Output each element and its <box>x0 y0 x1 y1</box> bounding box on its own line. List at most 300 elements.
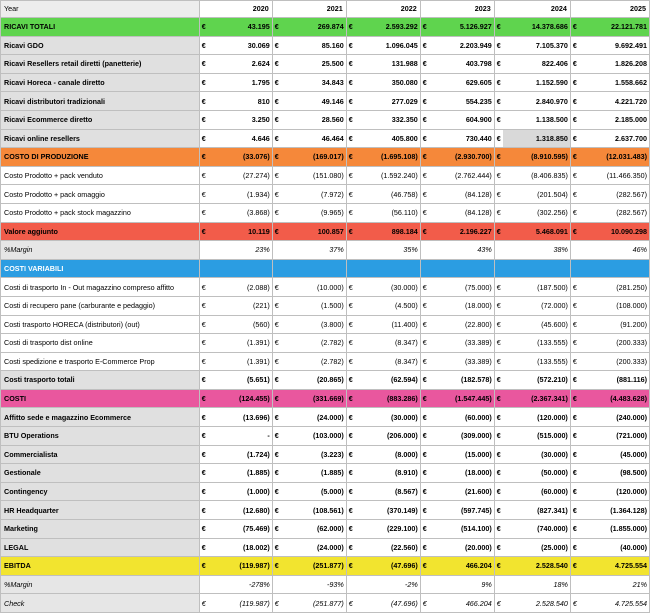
value-cell[interactable]: (30.000) <box>355 278 420 297</box>
row-label[interactable]: Costo Prodotto + pack stock magazzino <box>1 203 200 222</box>
value-cell[interactable]: 43.195 <box>208 18 272 37</box>
value-cell[interactable]: 1.138.500 <box>503 110 570 129</box>
currency-symbol: € <box>570 315 579 334</box>
value-cell[interactable]: (20.865) <box>281 371 346 390</box>
currency-symbol: € <box>346 464 355 483</box>
value-cell[interactable]: (8.910) <box>355 464 420 483</box>
value-cell[interactable]: (370.149) <box>355 501 420 520</box>
currency-symbol: € <box>420 371 429 390</box>
value-cell[interactable]: (119.987) <box>208 594 272 613</box>
currency-symbol: € <box>346 166 355 185</box>
value-cell[interactable]: 554.235 <box>429 92 494 111</box>
row-label[interactable]: Ricavi online resellers <box>1 129 200 148</box>
value-cell[interactable]: 43% <box>420 241 494 260</box>
value-cell[interactable]: -93% <box>272 575 346 594</box>
value-cell[interactable]: 18% <box>494 575 570 594</box>
value-cell[interactable]: 2.840.970 <box>503 92 570 111</box>
currency-symbol: € <box>494 36 503 55</box>
value-cell[interactable]: (2.782) <box>281 334 346 353</box>
row-label[interactable]: Costi trasporto HORECA (distributori) (out) <box>1 315 200 334</box>
value-cell[interactable]: (22.800) <box>429 315 494 334</box>
value-cell[interactable]: (560) <box>208 315 272 334</box>
row-label[interactable]: Affitto sede e magazzino Ecommerce <box>1 408 200 427</box>
currency-symbol: € <box>570 203 579 222</box>
year-header-cell[interactable]: 2021 <box>272 1 346 18</box>
row-label[interactable]: HR Headquarter <box>1 501 200 520</box>
currency-symbol: € <box>570 352 579 371</box>
row-label[interactable]: RICAVI TOTALI <box>1 18 200 37</box>
value-cell[interactable]: (120.000) <box>579 482 649 501</box>
value-cell[interactable]: (21.600) <box>429 482 494 501</box>
row-label[interactable]: COSTI <box>1 389 200 408</box>
value-cell[interactable]: (46.758) <box>355 185 420 204</box>
value-cell[interactable]: 35% <box>346 241 420 260</box>
value-cell[interactable]: (33.076) <box>208 148 272 167</box>
value-cell[interactable]: (60.000) <box>429 408 494 427</box>
value-cell[interactable]: (721.000) <box>579 427 649 446</box>
year-header-cell[interactable]: 2022 <box>346 1 420 18</box>
value-cell[interactable]: (22.560) <box>355 538 420 557</box>
currency-symbol: € <box>199 129 208 148</box>
value-cell[interactable]: (572.210) <box>503 371 570 390</box>
value-cell[interactable] <box>346 259 420 278</box>
table-row <box>1 408 650 427</box>
value-cell[interactable]: (62.000) <box>281 520 346 539</box>
value-cell[interactable]: (8.000) <box>355 445 420 464</box>
value-cell[interactable]: (1.391) <box>208 334 272 353</box>
value-cell[interactable] <box>272 259 346 278</box>
value-cell[interactable]: 466.204 <box>429 594 494 613</box>
value-cell[interactable]: 21% <box>570 575 649 594</box>
currency-symbol: € <box>272 55 281 74</box>
currency-symbol: € <box>346 408 355 427</box>
value-cell[interactable]: (883.286) <box>355 389 420 408</box>
value-cell[interactable]: (84.128) <box>429 185 494 204</box>
value-cell[interactable]: 2.196.227 <box>429 222 494 241</box>
value-cell[interactable]: (1.500) <box>281 296 346 315</box>
value-cell[interactable]: 4.646 <box>208 129 272 148</box>
row-label[interactable]: Ricavi Resellers retail diretti (panetterie) <box>1 55 200 74</box>
value-cell[interactable]: (124.455) <box>208 389 272 408</box>
value-cell[interactable]: (1.695.108) <box>355 148 420 167</box>
value-cell[interactable]: (3.868) <box>208 203 272 222</box>
value-cell[interactable]: 3.250 <box>208 110 272 129</box>
value-cell[interactable]: (5.651) <box>208 371 272 390</box>
currency-symbol: € <box>420 557 429 576</box>
value-cell[interactable]: (11.466.350) <box>579 166 649 185</box>
value-cell[interactable]: (200.333) <box>579 352 649 371</box>
row-label[interactable]: Marketing <box>1 520 200 539</box>
value-cell[interactable]: 5.468.091 <box>503 222 570 241</box>
row-label[interactable]: Ricavi distributori tradizionali <box>1 92 200 111</box>
value-cell[interactable]: 23% <box>199 241 272 260</box>
value-cell[interactable]: (25.000) <box>503 538 570 557</box>
value-cell[interactable]: (75.000) <box>429 278 494 297</box>
value-cell[interactable]: (119.987) <box>208 557 272 576</box>
row-label[interactable]: Costo Prodotto + pack omaggio <box>1 185 200 204</box>
row-label[interactable]: Contingency <box>1 482 200 501</box>
table-row <box>1 278 650 297</box>
value-cell[interactable]: (151.080) <box>281 166 346 185</box>
currency-symbol: € <box>199 371 208 390</box>
value-cell[interactable]: -278% <box>199 575 272 594</box>
row-label[interactable]: Costo Prodotto + pack venduto <box>1 166 200 185</box>
currency-symbol: € <box>570 427 579 446</box>
currency-symbol: € <box>272 296 281 315</box>
value-cell[interactable]: 100.857 <box>281 222 346 241</box>
value-cell[interactable]: (98.500) <box>579 464 649 483</box>
value-cell[interactable]: 350.080 <box>355 73 420 92</box>
value-cell[interactable]: (30.000) <box>355 408 420 427</box>
currency-symbol: € <box>420 315 429 334</box>
table-row <box>1 222 650 241</box>
currency-symbol: € <box>346 520 355 539</box>
currency-symbol: € <box>570 594 579 613</box>
value-cell[interactable]: (7.972) <box>281 185 346 204</box>
value-cell[interactable]: (103.000) <box>281 427 346 446</box>
row-label[interactable]: %Margin <box>1 575 200 594</box>
row-label[interactable]: Costi di trasporto dist online <box>1 334 200 353</box>
row-label[interactable]: COSTI VARIABILI <box>1 259 200 278</box>
row-label[interactable]: Costi di recupero pane (carburante e pedaggio) <box>1 296 200 315</box>
value-cell[interactable]: 604.900 <box>429 110 494 129</box>
currency-symbol: € <box>494 501 503 520</box>
value-cell[interactable]: (18.000) <box>429 296 494 315</box>
value-cell[interactable]: 49.146 <box>281 92 346 111</box>
value-cell[interactable]: (45.600) <box>503 315 570 334</box>
table-row <box>1 185 650 204</box>
value-cell[interactable]: 2.637.700 <box>579 129 649 148</box>
value-cell[interactable]: (3.800) <box>281 315 346 334</box>
value-cell[interactable]: (30.000) <box>503 445 570 464</box>
value-cell[interactable]: 898.184 <box>355 222 420 241</box>
table-row <box>1 445 650 464</box>
value-cell[interactable]: 10.119 <box>208 222 272 241</box>
value-cell[interactable]: (12.031.483) <box>579 148 649 167</box>
row-label[interactable]: Check <box>1 594 200 613</box>
value-cell[interactable]: 85.160 <box>281 36 346 55</box>
value-cell[interactable]: 4.725.554 <box>579 557 649 576</box>
value-cell[interactable]: (169.017) <box>281 148 346 167</box>
value-cell[interactable] <box>420 259 494 278</box>
value-cell[interactable]: 9% <box>420 575 494 594</box>
value-cell[interactable]: 28.560 <box>281 110 346 129</box>
value-cell[interactable]: (3.223) <box>281 445 346 464</box>
currency-symbol: € <box>420 445 429 464</box>
value-cell[interactable]: 14.378.686 <box>503 18 570 37</box>
value-cell[interactable]: 4.221.720 <box>579 92 649 111</box>
value-cell[interactable]: 1.795 <box>208 73 272 92</box>
value-cell[interactable]: (206.000) <box>355 427 420 446</box>
year-header-label[interactable]: Year <box>1 1 200 18</box>
value-cell[interactable]: (221) <box>208 296 272 315</box>
row-label[interactable]: Gestionale <box>1 464 200 483</box>
table-row <box>1 36 650 55</box>
value-cell[interactable]: (881.116) <box>579 371 649 390</box>
currency-symbol: € <box>570 222 579 241</box>
row-label[interactable]: Costi di trasporto In - Out magazzino compreso affitto <box>1 278 200 297</box>
value-cell[interactable]: (1.934) <box>208 185 272 204</box>
row-label[interactable]: Ricavi Horeca - canale diretto <box>1 73 200 92</box>
value-cell[interactable]: (8.567) <box>355 482 420 501</box>
currency-symbol: € <box>199 110 208 129</box>
row-label[interactable]: Ricavi GDO <box>1 36 200 55</box>
row-label[interactable]: Costi trasporto totali <box>1 371 200 390</box>
value-cell[interactable]: (8.406.835) <box>503 166 570 185</box>
currency-symbol: € <box>199 482 208 501</box>
value-cell[interactable]: (282.567) <box>579 203 649 222</box>
value-cell[interactable]: - <box>208 427 272 446</box>
value-cell[interactable]: 46.464 <box>281 129 346 148</box>
value-cell[interactable]: 131.988 <box>355 55 420 74</box>
value-cell[interactable]: (24.000) <box>281 538 346 557</box>
currency-symbol: € <box>346 482 355 501</box>
table-row <box>1 166 650 185</box>
value-cell[interactable]: (514.100) <box>429 520 494 539</box>
row-label[interactable]: Valore aggiunto <box>1 222 200 241</box>
value-cell[interactable]: (133.555) <box>503 334 570 353</box>
value-cell[interactable]: 5.126.927 <box>429 18 494 37</box>
value-cell[interactable]: (8.347) <box>355 352 420 371</box>
value-cell[interactable]: (108.561) <box>281 501 346 520</box>
currency-symbol: € <box>494 296 503 315</box>
currency-symbol: € <box>420 148 429 167</box>
value-cell[interactable]: 1.558.662 <box>579 73 649 92</box>
value-cell[interactable]: 25.500 <box>281 55 346 74</box>
value-cell[interactable]: (2.762.444) <box>429 166 494 185</box>
value-cell[interactable]: 2.528.540 <box>503 557 570 576</box>
value-cell[interactable]: (60.000) <box>503 482 570 501</box>
value-cell[interactable]: 2.624 <box>208 55 272 74</box>
value-cell[interactable]: (515.000) <box>503 427 570 446</box>
value-cell[interactable]: (240.000) <box>579 408 649 427</box>
value-cell[interactable]: 34.843 <box>281 73 346 92</box>
value-cell[interactable]: (5.000) <box>281 482 346 501</box>
value-cell[interactable]: (200.333) <box>579 334 649 353</box>
value-cell[interactable]: (281.250) <box>579 278 649 297</box>
value-cell[interactable] <box>570 259 649 278</box>
value-cell[interactable]: (18.000) <box>429 464 494 483</box>
currency-symbol: € <box>272 371 281 390</box>
value-cell[interactable]: (2.782) <box>281 352 346 371</box>
value-cell[interactable]: (84.128) <box>429 203 494 222</box>
value-cell[interactable]: (2.930.700) <box>429 148 494 167</box>
value-cell[interactable]: (27.274) <box>208 166 272 185</box>
value-cell[interactable]: 822.406 <box>503 55 570 74</box>
currency-symbol: € <box>570 334 579 353</box>
currency-symbol: € <box>272 482 281 501</box>
value-cell[interactable]: 2.185.000 <box>579 110 649 129</box>
value-cell[interactable]: (62.594) <box>355 371 420 390</box>
value-cell[interactable]: 30.069 <box>208 36 272 55</box>
year-header-cell[interactable]: 2025 <box>570 1 649 18</box>
value-cell[interactable]: 629.605 <box>429 73 494 92</box>
value-cell[interactable]: (1.885) <box>208 464 272 483</box>
value-cell[interactable]: 277.029 <box>355 92 420 111</box>
row-label[interactable]: Costi spedizione e trasporto E-Commerce Prop <box>1 352 200 371</box>
value-cell[interactable]: 405.800 <box>355 129 420 148</box>
currency-symbol: € <box>199 148 208 167</box>
value-cell[interactable]: (302.256) <box>503 203 570 222</box>
value-cell[interactable]: (1.547.445) <box>429 389 494 408</box>
value-cell[interactable]: (91.200) <box>579 315 649 334</box>
value-cell[interactable]: 403.798 <box>429 55 494 74</box>
value-cell[interactable]: (4.500) <box>355 296 420 315</box>
value-cell[interactable]: (8.910.595) <box>503 148 570 167</box>
table-row <box>1 129 650 148</box>
value-cell[interactable]: 9.692.491 <box>579 36 649 55</box>
value-cell[interactable]: (8.347) <box>355 334 420 353</box>
currency-symbol: € <box>346 371 355 390</box>
value-cell[interactable]: 7.105.370 <box>503 36 570 55</box>
currency-symbol: € <box>494 73 503 92</box>
value-cell[interactable]: (120.000) <box>503 408 570 427</box>
value-cell[interactable]: (251.877) <box>281 594 346 613</box>
value-cell[interactable]: 466.204 <box>429 557 494 576</box>
value-cell[interactable]: (47.696) <box>355 594 420 613</box>
value-cell[interactable]: (10.000) <box>281 278 346 297</box>
value-cell[interactable]: (827.341) <box>503 501 570 520</box>
currency-symbol: € <box>420 538 429 557</box>
currency-symbol: € <box>272 520 281 539</box>
currency-symbol: € <box>272 166 281 185</box>
value-cell[interactable]: (20.000) <box>429 538 494 557</box>
value-cell[interactable]: (9.965) <box>281 203 346 222</box>
value-cell[interactable]: (12.680) <box>208 501 272 520</box>
value-cell[interactable]: (40.000) <box>579 538 649 557</box>
value-cell[interactable]: (72.000) <box>503 296 570 315</box>
value-cell[interactable]: 810 <box>208 92 272 111</box>
table-row <box>1 18 650 37</box>
value-cell[interactable]: (1.000) <box>208 482 272 501</box>
currency-symbol: € <box>420 334 429 353</box>
currency-symbol: € <box>272 427 281 446</box>
value-cell[interactable]: (24.000) <box>281 408 346 427</box>
value-cell[interactable]: (45.000) <box>579 445 649 464</box>
value-cell[interactable]: 2.593.292 <box>355 18 420 37</box>
value-cell[interactable]: 38% <box>494 241 570 260</box>
row-label[interactable]: Commercialista <box>1 445 200 464</box>
value-cell[interactable]: 22.121.781 <box>579 18 649 37</box>
currency-symbol: € <box>494 594 503 613</box>
currency-symbol: € <box>420 110 429 129</box>
value-cell[interactable]: (133.555) <box>503 352 570 371</box>
currency-symbol: € <box>199 445 208 464</box>
currency-symbol: € <box>199 334 208 353</box>
value-cell[interactable]: 332.350 <box>355 110 420 129</box>
value-cell[interactable]: (75.469) <box>208 520 272 539</box>
value-cell[interactable]: 37% <box>272 241 346 260</box>
value-cell[interactable]: 2.203.949 <box>429 36 494 55</box>
currency-symbol: € <box>272 185 281 204</box>
table-row <box>1 501 650 520</box>
currency-symbol: € <box>272 389 281 408</box>
value-cell[interactable]: (2.367.341) <box>503 389 570 408</box>
value-cell[interactable]: (1.391) <box>208 352 272 371</box>
value-cell[interactable]: 1.152.590 <box>503 73 570 92</box>
currency-symbol: € <box>346 352 355 371</box>
value-cell[interactable]: 1.096.045 <box>355 36 420 55</box>
value-cell[interactable]: (1.592.240) <box>355 166 420 185</box>
row-label[interactable]: LEGAL <box>1 538 200 557</box>
value-cell[interactable]: (13.696) <box>208 408 272 427</box>
value-cell[interactable]: (201.504) <box>503 185 570 204</box>
value-cell[interactable]: (182.578) <box>429 371 494 390</box>
currency-symbol: € <box>420 296 429 315</box>
value-cell[interactable]: (50.000) <box>503 464 570 483</box>
row-label[interactable]: EBITDA <box>1 557 200 576</box>
value-cell[interactable]: (1.724) <box>208 445 272 464</box>
value-cell[interactable]: (47.696) <box>355 557 420 576</box>
row-label[interactable]: BTU Operations <box>1 427 200 446</box>
currency-symbol: € <box>272 464 281 483</box>
currency-symbol: € <box>494 166 503 185</box>
value-cell[interactable]: 46% <box>570 241 649 260</box>
value-cell[interactable]: (33.389) <box>429 352 494 371</box>
value-cell[interactable]: 1.826.208 <box>579 55 649 74</box>
table-row <box>1 352 650 371</box>
currency-symbol: € <box>346 538 355 557</box>
value-cell[interactable]: (251.877) <box>281 557 346 576</box>
value-cell[interactable]: (597.745) <box>429 501 494 520</box>
value-cell[interactable]: 4.725.554 <box>579 594 649 613</box>
year-header-cell[interactable]: 2023 <box>420 1 494 18</box>
row-label[interactable]: COSTO DI PRODUZIONE <box>1 148 200 167</box>
value-cell[interactable]: (108.000) <box>579 296 649 315</box>
value-cell[interactable]: 269.874 <box>281 18 346 37</box>
currency-symbol: € <box>420 222 429 241</box>
value-cell[interactable]: 2.528.540 <box>503 594 570 613</box>
value-cell[interactable]: (2.088) <box>208 278 272 297</box>
value-cell[interactable]: (11.400) <box>355 315 420 334</box>
currency-symbol: € <box>420 408 429 427</box>
currency-symbol: € <box>570 92 579 111</box>
value-cell[interactable] <box>494 259 570 278</box>
value-cell[interactable]: -2% <box>346 575 420 594</box>
row-label[interactable]: %Margin <box>1 241 200 260</box>
value-cell[interactable]: (309.000) <box>429 427 494 446</box>
year-header-cell[interactable]: 2020 <box>199 1 272 18</box>
value-cell[interactable]: (1.364.128) <box>579 501 649 520</box>
value-cell[interactable]: (229.100) <box>355 520 420 539</box>
currency-symbol: € <box>570 18 579 37</box>
value-cell[interactable]: 730.440 <box>429 129 494 148</box>
year-header-cell[interactable]: 2024 <box>494 1 570 18</box>
currency-symbol: € <box>272 73 281 92</box>
value-cell[interactable]: (56.110) <box>355 203 420 222</box>
value-cell[interactable]: (331.669) <box>281 389 346 408</box>
currency-symbol: € <box>420 129 429 148</box>
value-cell[interactable]: (740.000) <box>503 520 570 539</box>
value-cell[interactable]: (1.855.000) <box>579 520 649 539</box>
currency-symbol: € <box>494 389 503 408</box>
row-label[interactable]: Ricavi Ecommerce diretto <box>1 110 200 129</box>
value-cell[interactable]: (1.885) <box>281 464 346 483</box>
value-cell[interactable]: (282.567) <box>579 185 649 204</box>
value-cell[interactable]: (4.483.628) <box>579 389 649 408</box>
currency-symbol: € <box>346 501 355 520</box>
currency-symbol: € <box>272 315 281 334</box>
value-cell[interactable]: 10.090.298 <box>579 222 649 241</box>
value-cell[interactable]: (33.389) <box>429 334 494 353</box>
value-cell[interactable] <box>199 259 272 278</box>
value-cell[interactable]: (187.500) <box>503 278 570 297</box>
currency-symbol: € <box>420 482 429 501</box>
currency-symbol: € <box>346 334 355 353</box>
value-cell[interactable]: 1.318.850 <box>503 129 570 148</box>
value-cell[interactable]: (18.002) <box>208 538 272 557</box>
value-cell[interactable]: (15.000) <box>429 445 494 464</box>
